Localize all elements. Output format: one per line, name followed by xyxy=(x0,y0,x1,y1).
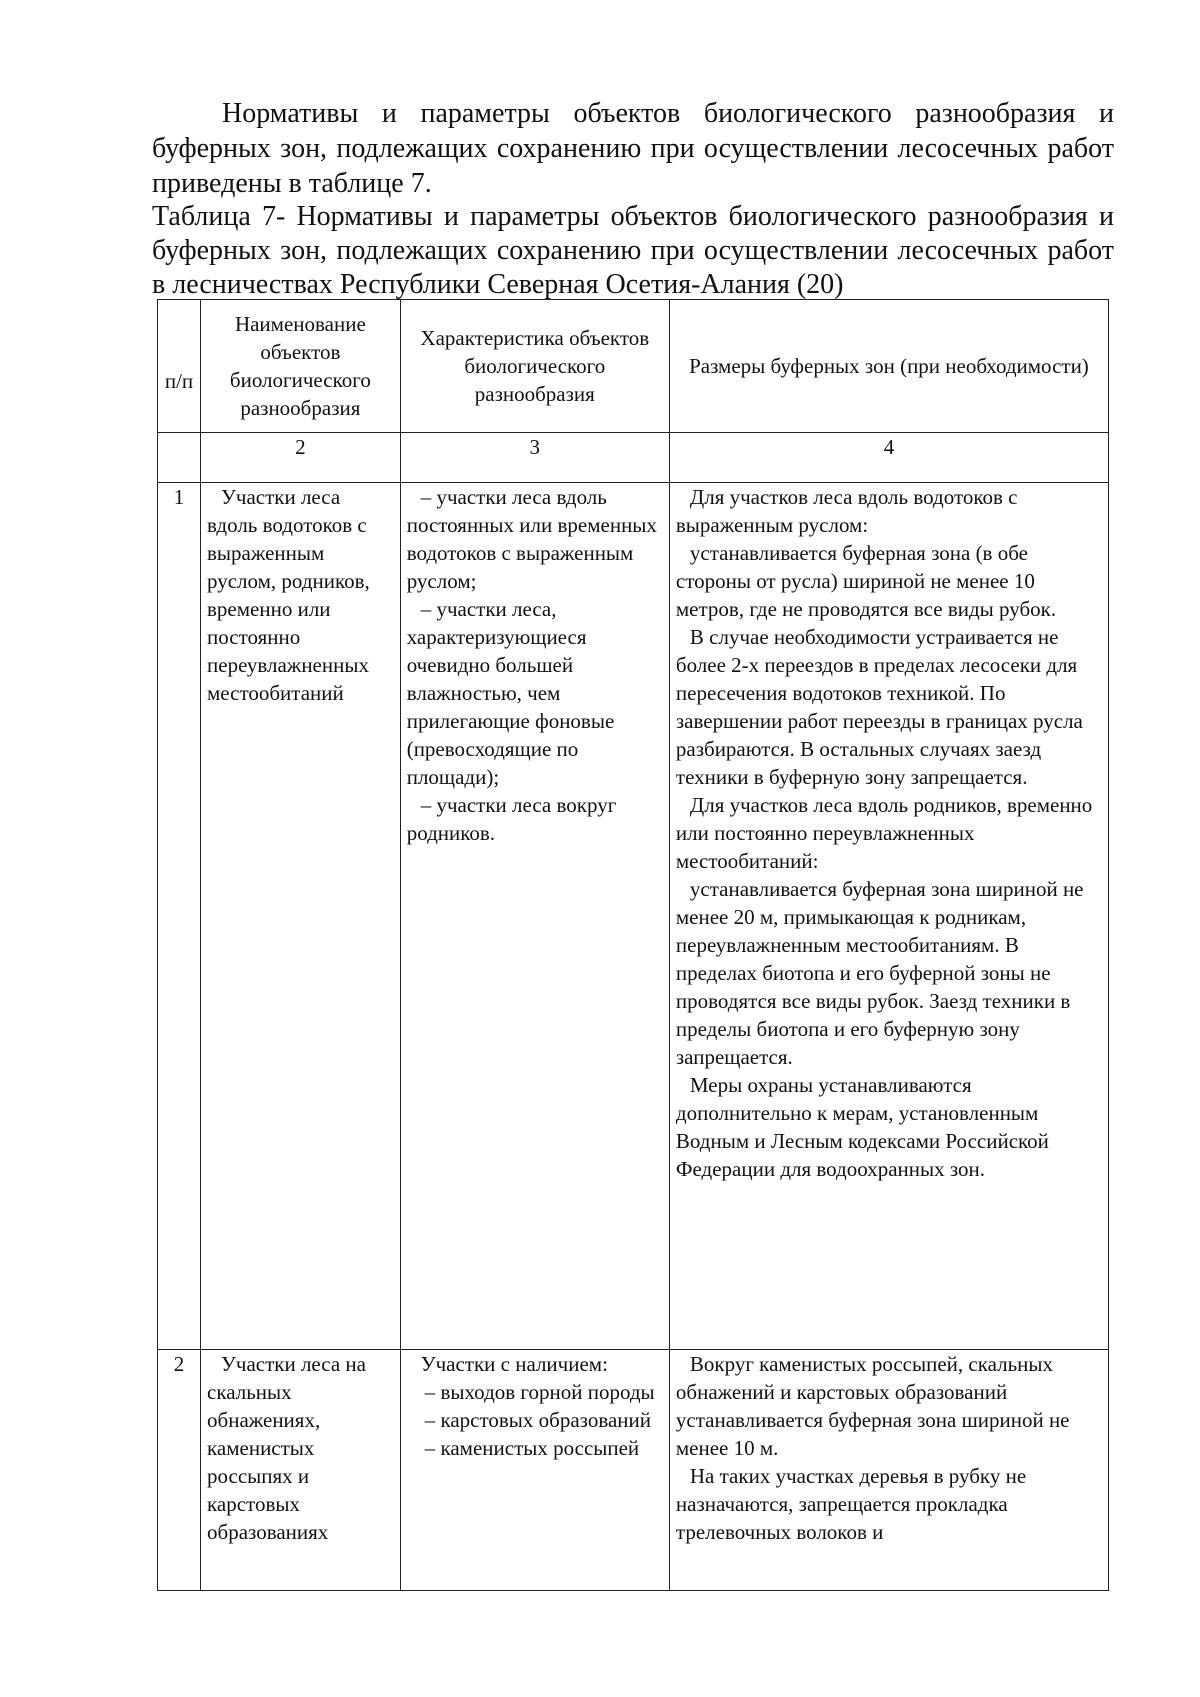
buffer-paragraph: устанавливается буферная зона шириной не менее 20 м, примыкающая к родникам, переувлажненным местообитаниям. В пределах биотопа и его буферной зоны не проводятся все виды рубок. Заезд техники в пределы биотопа и его буферную зону запрещается. xyxy=(675,877,1084,1069)
object-name-cell xyxy=(201,1350,401,1591)
intro-paragraph: Нормативы и параметры объектов биологического разнообразия и буферных зон, подлежащих сохранению при осуществлении лесосечных работ приведены в таблице 7. xyxy=(152,98,1114,199)
characteristic-item: – участки леса вдоль постоянных или временных водотоков с выраженным руслом; xyxy=(406,485,657,593)
object-name-cell xyxy=(201,483,401,1350)
buffer-paragraph: Меры охраны устанавливаются дополнительно к мерам, установленным Водным и Лесным кодексами Российской Федерации для водоохранных зон. xyxy=(675,1073,1049,1181)
header-buffer-size: Размеры буферных зон (при необходимости) xyxy=(669,300,1108,433)
biodiversity-table xyxy=(157,299,1109,1591)
buffer-paragraph: На таких участках деревья в рубку не назначаются, запрещается прокладка трелевочных волоков и xyxy=(675,1464,1027,1544)
table-row xyxy=(158,483,1109,1350)
table-row xyxy=(158,1350,1109,1591)
header-number: п/п xyxy=(158,300,201,433)
object-name: Участки леса вдоль водотоков с выраженным руслом, родников, временно или постоянно переувлажненных местообитаний xyxy=(207,485,370,705)
characteristics-cell xyxy=(400,483,669,1350)
table-caption: Таблица 7- Нормативы и параметры объектов биологического разнообразия и буферных зон, подлежащих сохранению при осуществлении лесосечных работ в лесничествах Республики Северная Осетия-Алания (20) xyxy=(152,201,1114,300)
row-number: 2 xyxy=(158,1350,201,1591)
characteristic-item: – каменистых россыпей xyxy=(424,1436,640,1460)
characteristic-item: – выходов горной породы xyxy=(424,1380,655,1404)
buffer-cell xyxy=(669,483,1108,1350)
characteristic-item: – карстовых образований xyxy=(424,1408,652,1432)
characteristic-item: – участки леса, характеризующиеся очевидно большей влажностью, чем прилегающие фоновые (превосходящие по площади); xyxy=(406,597,615,789)
column-number: 2 xyxy=(201,433,401,483)
characteristic-intro: Участки с наличием: xyxy=(420,1352,608,1376)
header-object-name: Наименование объектов биологического разнообразия xyxy=(201,300,401,433)
characteristic-item: – участки леса вокруг родников. xyxy=(406,793,617,845)
object-name: Участки леса на скальных обнажениях, каменистых россыпях и карстовых образованиях xyxy=(207,1352,366,1544)
table-header-row xyxy=(158,300,1109,433)
buffer-paragraph: В случае необходимости устраивается не более 2-х переездов в пределах лесосеки для пересечения водотоков техникой. По завершении работ переезды в границах русла разбираются. В остальных случаях заезд техники в буферную зону запрещается. xyxy=(675,625,1083,789)
row-number: 1 xyxy=(158,483,201,1350)
buffer-paragraph: Для участков леса вдоль водотоков с выраженным руслом: xyxy=(675,485,1018,537)
column-number: 4 xyxy=(669,433,1108,483)
buffer-paragraph: Для участков леса вдоль родников, временно или постоянно переувлажненных местообитаний: xyxy=(675,793,1093,873)
header-characteristics: Характеристика объектов биологического разнообразия xyxy=(400,300,669,433)
buffer-paragraph: Вокруг каменистых россыпей, скальных обнажений и карстовых образований устанавливается буферная зона шириной не менее 10 м. xyxy=(675,1352,1070,1460)
characteristics-cell xyxy=(400,1350,669,1591)
buffer-cell xyxy=(669,1350,1108,1591)
column-number: 3 xyxy=(400,433,669,483)
buffer-paragraph: устанавливается буферная зона (в обе стороны от русла) шириной не менее 10 метров, где не проводятся все виды рубок. xyxy=(675,541,1057,621)
column-number xyxy=(158,433,201,483)
column-number-row xyxy=(158,433,1109,483)
